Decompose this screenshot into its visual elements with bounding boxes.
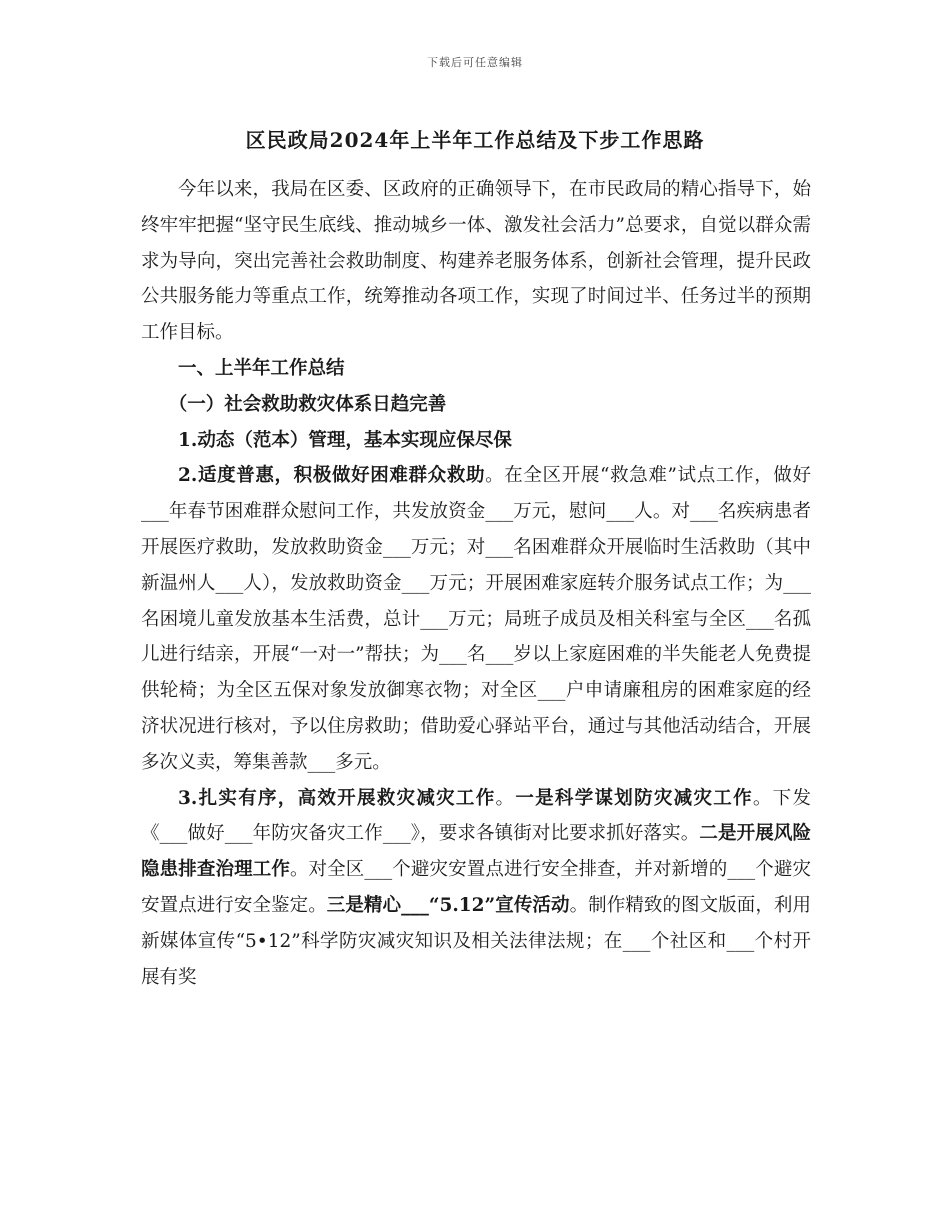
item-2-paragraph <box>141 458 811 780</box>
item-2-text: 。在全区开展“救急难”试点工作，做好___年春节困难群众慰问工作，共发放资金___万元，慰问___人。对___名疾病患者开展医疗救助，发放救助资金___万元；对___名困难群众开展临时生活救助（其中新温州人___人），发放救助资金___万元；开展困难家庭转介服务试点工作；为___名困境儿童发放基本生活费，总计___万元；局班子成员及相关科室与全区___名孤儿进行结亲，开展“一对一”帮扶；为___名___岁以上家庭困难的半失能老人免费提供轮椅；为全区五保对象发放御寒衣物；对全区___户申请廉租房的困难家庭的经济状况进行核对，予以住房救助；借助爱心驿站平台，通过与其他活动结合，开展多次义卖，筹集善款___多元。 <box>141 465 811 773</box>
item-3-text-4: 。制作精致的图文版面，利用新媒体宣传“5•12”科学防灾减灾知识及相关法律法规；在___个社区和___个村开展有奖 <box>141 894 811 988</box>
item-1-heading: 1.动态（范本）管理，基本实现应保尽保 <box>178 429 512 451</box>
intro-paragraph: 今年以来，我局在区委、区政府的正确领导下，在市民政局的精心指导下，始终牢牢把握“坚守民生底线、推动城乡一体、激发社会活力”总要求，自觉以群众需求为导向，突出完善社会救助制度、构建养老服务体系，创新社会管理，提升民政公共服务能力等重点工作，统筹推动各项工作，实现了时间过半、任务过半的预期工作目标。 <box>141 179 811 344</box>
section-heading: 一、上半年工作总结 <box>178 357 345 379</box>
item-3-point-2: 二是开展风险隐患排查治理工作 <box>141 823 811 881</box>
item-3-text-2: 。下发《___做好___年防灾备灾工作___》，要求各镇街对比要求抓好落实。 <box>141 787 811 845</box>
item-3-lead: 3.扎实有序，高效开展救灾减灾工作 <box>178 787 496 809</box>
document-title: 区民政局2024年上半年工作总结及下步工作思路 <box>245 128 705 152</box>
item-3-point-1: 一是科学谋划防灾减灾工作 <box>515 787 753 809</box>
item-3-text-1: 。 <box>495 787 516 809</box>
document-body <box>141 172 811 995</box>
item-3-point-3: 三是精心___“5.12”宣传活动 <box>326 894 570 916</box>
subsection-heading: （一）社会救助救灾体系日趋完善 <box>168 393 447 415</box>
page-header-note: 下载后可任意编辑 <box>427 56 523 69</box>
item-2-lead: 2.适度普惠，积极做好困难群众救助 <box>178 465 486 487</box>
item-3-text-3: 。对全区___个避灾安置点进行安全排查，并对新增的___个避灾安置点进行安全鉴定。 <box>141 859 811 916</box>
item-3-paragraph <box>141 781 811 996</box>
